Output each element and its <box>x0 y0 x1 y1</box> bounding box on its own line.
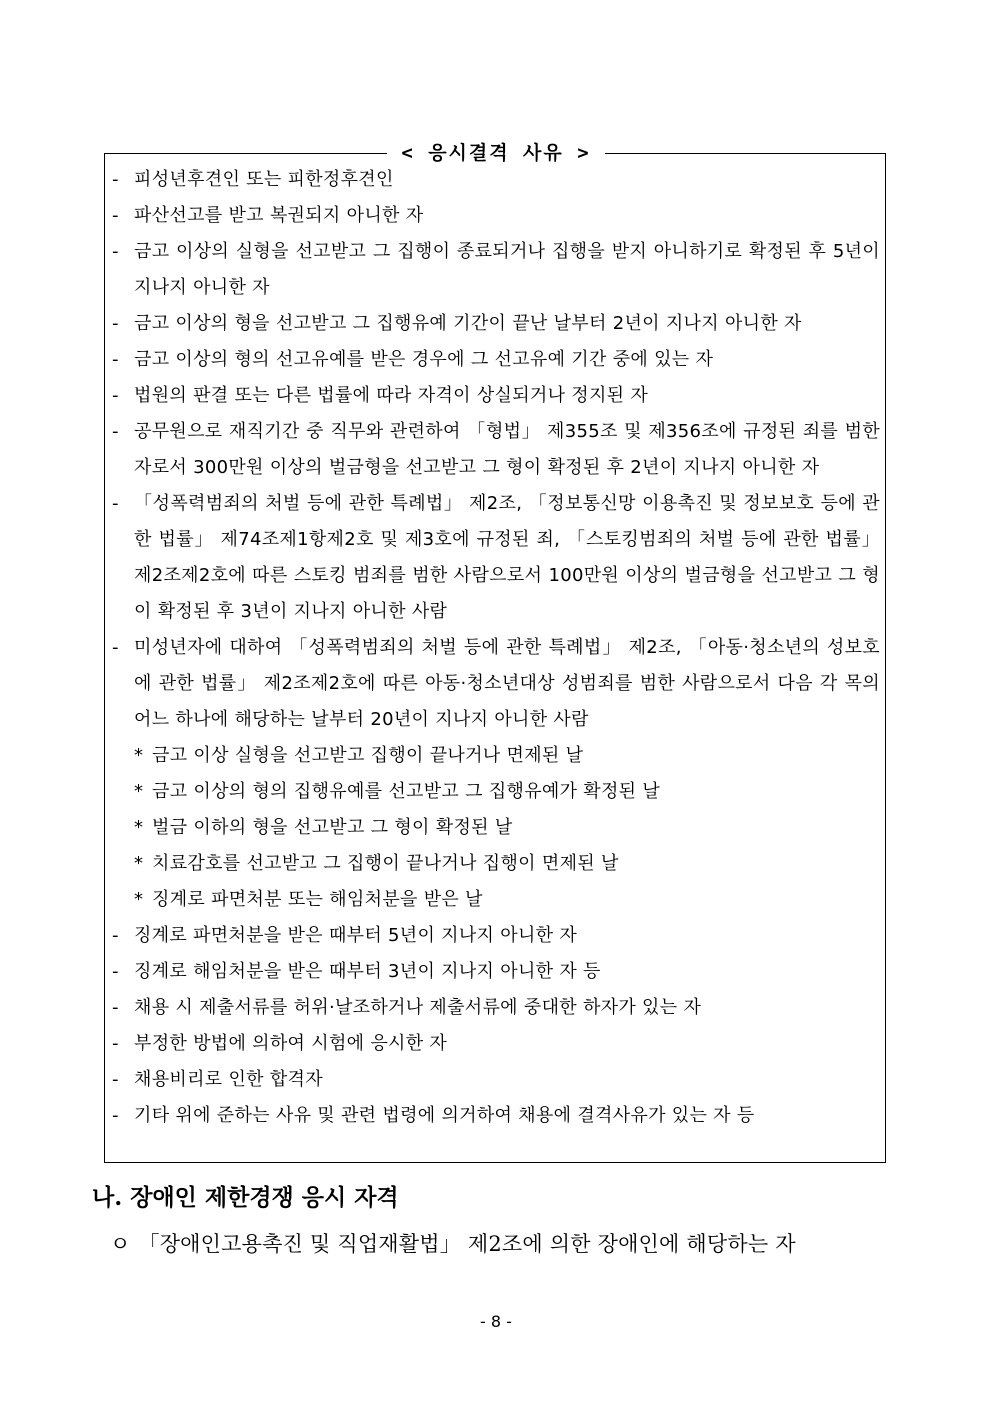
list-item: - 금고 이상의 형을 선고받고 그 집행유예 기간이 끝난 날부터 2년이 지나지 아니한 자 <box>112 313 802 334</box>
list-item: - 피성년후견인 또는 피한정후견인 <box>112 169 394 190</box>
list-item: - 징계로 파면처분을 받은 때부터 5년이 지나지 아니한 자 <box>112 925 578 946</box>
sub-item: * 벌금 이하의 형을 선고받고 그 형이 확정된 날 <box>134 817 513 838</box>
list-item: - 금고 이상의 실형을 선고받고 그 집행이 종료되거나 집행을 받지 아니하기로 확정된 후 5년이 지나지 아니한 자 <box>112 241 880 298</box>
box-title: < 응시결격 사유 > <box>0 138 992 168</box>
list-item: - 법원의 판결 또는 다른 법률에 따라 자격이 상실되거나 정지된 자 <box>112 385 649 406</box>
disqualification-list <box>112 162 880 1134</box>
list-item: - 파산선고를 받고 복권되지 아니한 자 <box>112 205 424 226</box>
list-item: - 채용비리로 인한 합격자 <box>112 1069 323 1090</box>
page-number: - 8 - <box>480 1312 512 1331</box>
list-item: - 미성년자에 대하여 「성폭력범죄의 처벌 등에 관한 특례법」 제2조, 「아동·청소년의 성보호에 관한 법률」 제2조제2호에 따른 아동·청소년대상 성범죄를 범한 사람으로서 다음 각 목의 어느 하나에 해당하는 날부터 20년이 지나지 아니한 사람 <box>112 637 880 730</box>
sub-item: * 금고 이상 실형을 선고받고 집행이 끝나거나 면제된 날 <box>134 745 584 766</box>
bullet-text: 「장애인고용촉진 및 직업재활법」 제2조에 의한 장애인에 해당하는 자 <box>138 1232 796 1256</box>
section-bullet <box>110 1226 900 1262</box>
sub-item: * 금고 이상의 형의 집행유예를 선고받고 그 집행유예가 확정된 날 <box>134 781 661 802</box>
section-heading: 나. 장애인 제한경쟁 응시 자격 <box>92 1184 399 1211</box>
list-item: - 징계로 해임처분을 받은 때부터 3년이 지나지 아니한 자 등 <box>112 961 601 982</box>
bullet-marker: ㅇ <box>110 1232 131 1256</box>
list-item: - 금고 이상의 형의 선고유예를 받은 경우에 그 선고유예 기간 중에 있는 자 <box>112 349 714 370</box>
list-item: - 기타 위에 준하는 사유 및 관련 법령에 의거하여 채용에 결격사유가 있는 자 등 <box>112 1105 755 1126</box>
list-item: - 「성폭력범죄의 처벌 등에 관한 특례법」 제2조, 「정보통신망 이용촉진 및 정보보호 등에 관한 법률」 제74조제1항제2호 및 제3호에 규정된 죄, 「스토킹범죄의 처벌 등에 관한 법률」 제2조제2호에 따른 스토킹 범죄를 범한 사람으로서 100만원 이상의 벌금형을 선고받고 그 형이 확정된 후 3년이 지나지 아니한 사람 <box>112 493 880 622</box>
sub-item: * 징계로 파면처분 또는 해임처분을 받은 날 <box>134 889 483 910</box>
sub-item: * 치료감호를 선고받고 그 집행이 끝나거나 집행이 면제된 날 <box>134 853 619 874</box>
list-item: - 채용 시 제출서류를 허위·날조하거나 제출서류에 중대한 하자가 있는 자 <box>112 997 702 1018</box>
list-item: - 부정한 방법에 의하여 시험에 응시한 자 <box>112 1033 448 1054</box>
list-item: - 공무원으로 재직기간 중 직무와 관련하여 「형법」 제355조 및 제356조에 규정된 죄를 범한 자로서 300만원 이상의 벌금형을 선고받고 그 형이 확정된 후 2년이 지나지 아니한 자 <box>112 421 880 478</box>
